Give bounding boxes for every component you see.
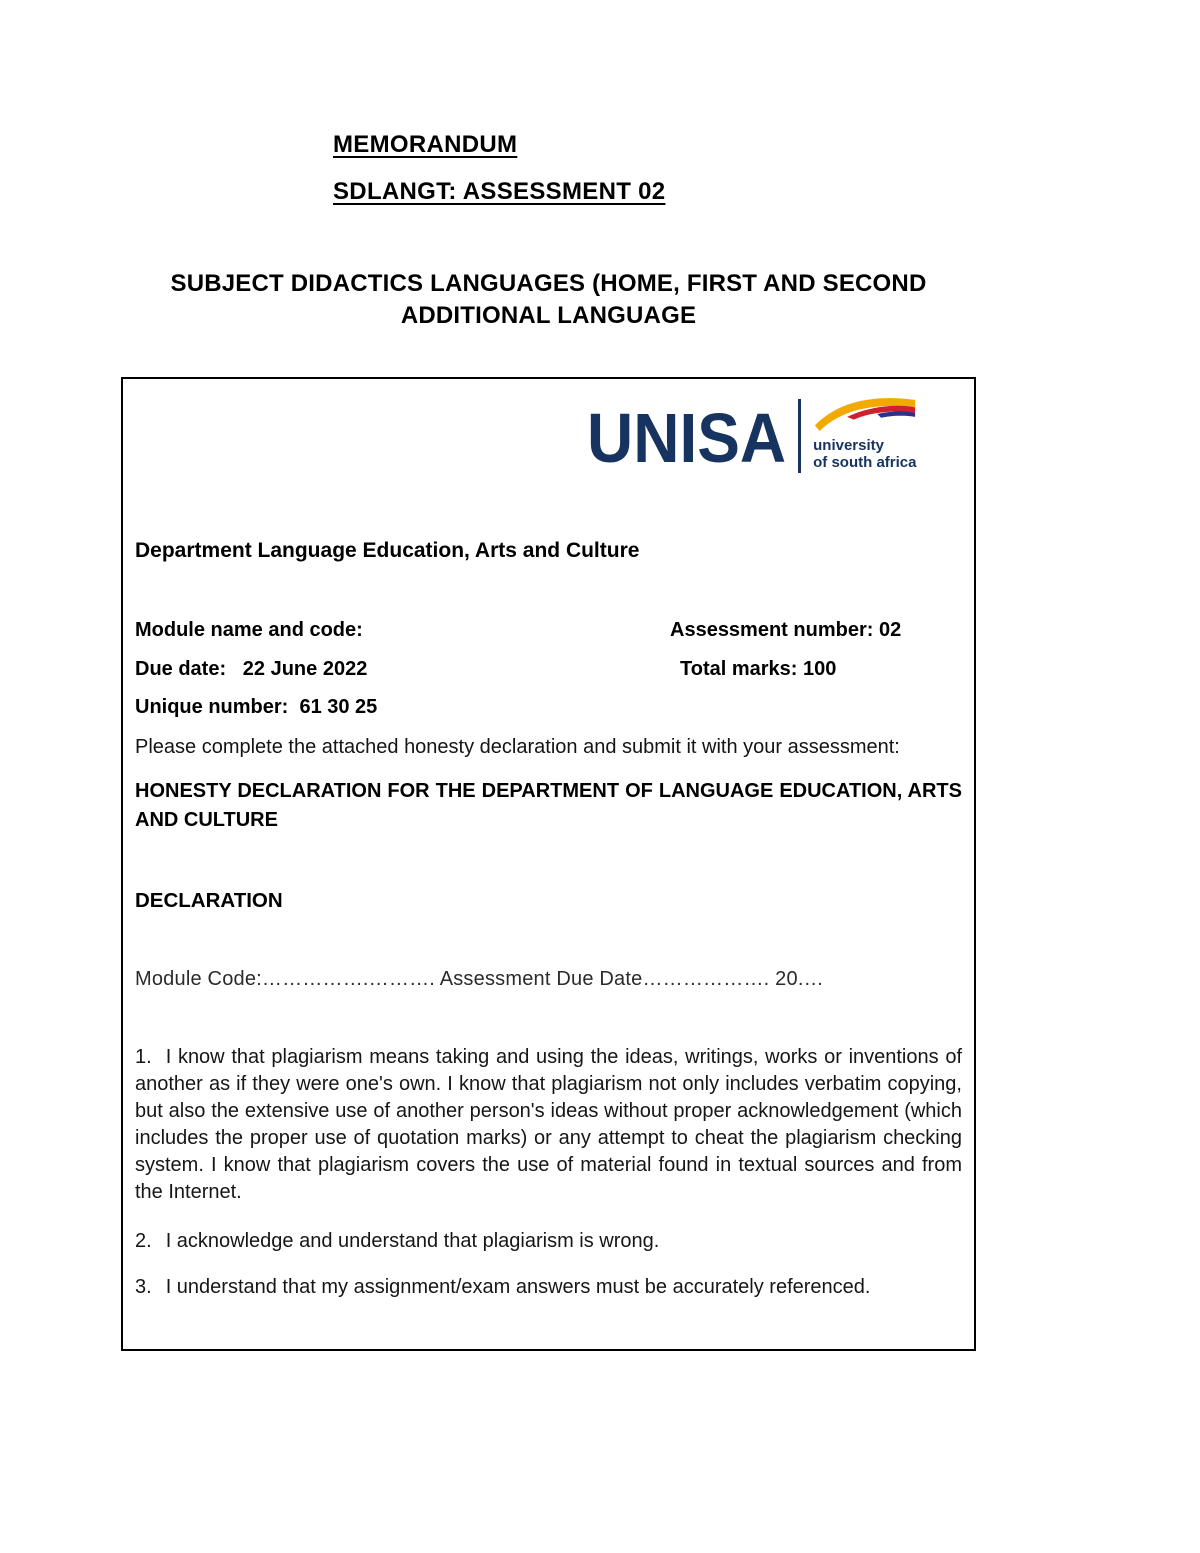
unisa-tagline — [813, 437, 917, 472]
unisa-tagline-line1: university — [813, 436, 884, 454]
declaration-heading: DECLARATION — [135, 889, 283, 913]
module-code-fill-line: Module Code:…………….………. Assessment Due Date………………. 20.… — [135, 968, 824, 991]
declaration-item-1 — [135, 1044, 962, 1206]
duedate-marks-row — [135, 658, 962, 681]
unisa-logo — [587, 387, 962, 478]
unisa-logo-right — [813, 394, 917, 474]
document-content-column — [121, 0, 976, 1351]
due-date-value: Due date: 22 June 2022 — [135, 658, 368, 681]
unisa-tagline-line2: of south africa — [813, 454, 917, 472]
item-2-number: 2. — [135, 1230, 152, 1253]
total-marks-value: Total marks: 100 — [680, 658, 837, 681]
assessment-info-box — [121, 377, 976, 1351]
memo-title: MEMORANDUM — [333, 131, 518, 158]
module-name-label: Module name and code: — [135, 619, 363, 642]
assessment-number-value: Assessment number: 02 — [670, 619, 902, 642]
item-1-number: 1. — [135, 1046, 152, 1069]
unisa-flag-icon — [813, 394, 917, 434]
item-1-text: I know that plagiarism means taking and using the ideas, writings, works or inventions of another as if they were one's own. I know that plagiarism not only includes verbatim copying, but also the extensive use of another person's ideas without proper acknowledgement (which includes the proper use of quotation marks) or any attempt to cheat the plagiarism checking system. I know that plagiarism covers the use of material found in textual sources and from the Internet. — [135, 1046, 962, 1204]
unisa-wordmark: UNISA — [587, 399, 787, 478]
department-title: Department Language Education, Arts and Culture — [135, 539, 640, 563]
item-2-text: I acknowledge and understand that plagiarism is wrong. — [165, 1230, 660, 1253]
honesty-instruction: Please complete the attached honesty declaration and submit it with your assessment: — [135, 736, 900, 759]
item-3-text: I understand that my assignment/exam answers must be accurately referenced. — [165, 1276, 871, 1299]
logo-divider — [798, 399, 801, 473]
unique-number-value: Unique number: 61 30 25 — [135, 696, 378, 719]
item-3-number: 3. — [135, 1276, 152, 1299]
honesty-declaration-heading: HONESTY DECLARATION FOR THE DEPARTMENT OF LANGUAGE EDUCATION, ARTS AND CULTURE — [135, 780, 962, 831]
declaration-item-3 — [135, 1274, 962, 1301]
module-assessment-row — [135, 619, 962, 642]
subject-heading: SUBJECT DIDACTICS LANGUAGES (HOME, FIRST AND SECOND ADDITIONAL LANGUAGE — [170, 270, 927, 329]
assessment-title: SDLANGT: ASSESSMENT 02 — [333, 178, 666, 205]
declaration-item-2 — [135, 1228, 962, 1255]
